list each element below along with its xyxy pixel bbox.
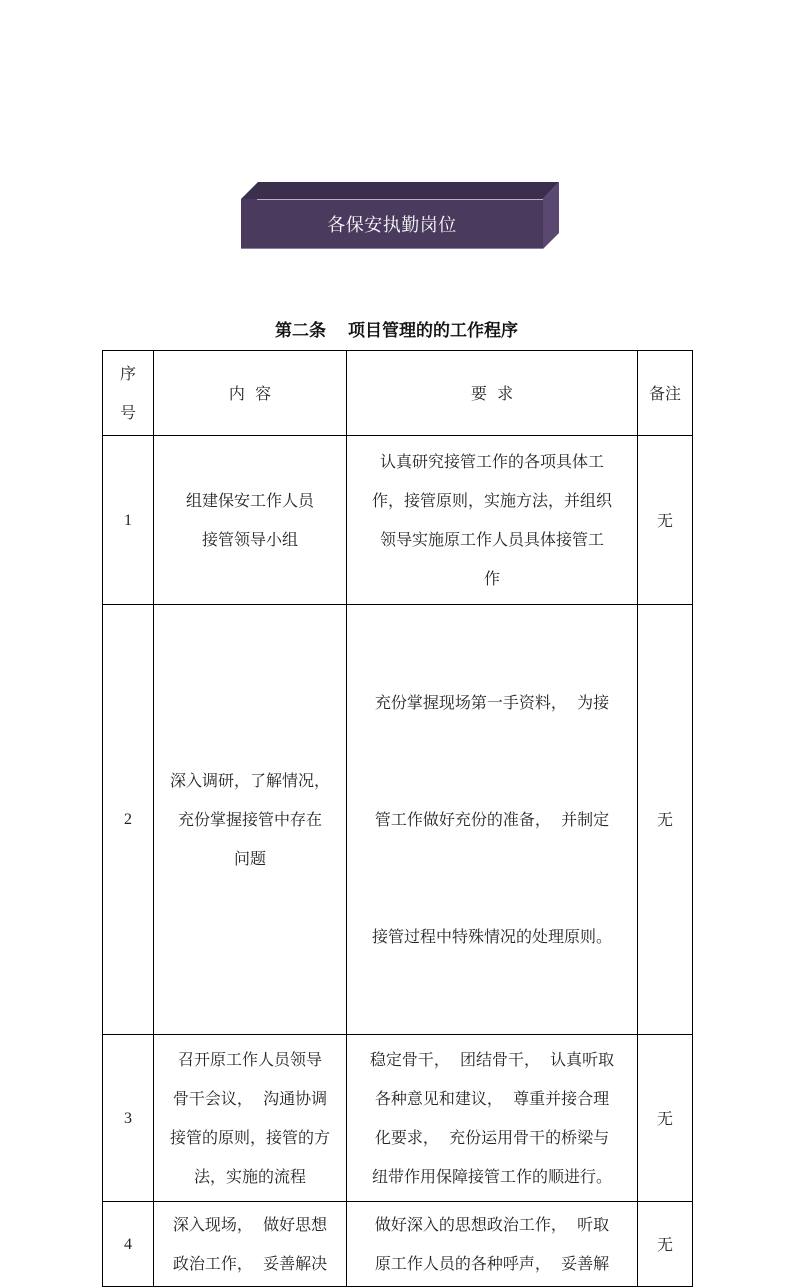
procedure-table <box>102 350 693 1287</box>
row-content: 组建保安工作人员 接管领导小组 <box>154 436 347 605</box>
header-requirement: 要 求 <box>347 351 638 436</box>
row-requirement: 稳定骨干， 团结骨干， 认真听取 各种意见和建议， 尊重并接合理 化要求， 充份运用骨干的桥梁与 纽带作用保障接管工作的顺进行。 <box>347 1035 638 1202</box>
banner-title: 各保安执勤岗位 <box>327 215 457 236</box>
header-seq: 序 号 <box>103 351 154 436</box>
row-seq: 1 <box>103 436 154 605</box>
row-remark: 无 <box>638 1035 693 1202</box>
section-heading <box>0 316 793 341</box>
row-requirement: 做好深入的思想政治工作， 听取 原工作人员的各种呼声， 妥善解 <box>347 1202 638 1287</box>
row-content: 深入现场， 做好思想 政治工作， 妥善解决 <box>154 1202 347 1287</box>
table-header-row <box>103 351 693 436</box>
header-remark: 备注 <box>638 351 693 436</box>
row-content: 深入调研，了解情况， 充份掌握接管中存在 问题 <box>154 605 347 1035</box>
section-banner <box>241 182 559 249</box>
row-requirement: 认真研究接管工作的各项具体工 作，接管原则，实施方法，并组织 领导实施原工作人员具体接管工 作 <box>347 436 638 605</box>
header-content: 内 容 <box>154 351 347 436</box>
row-seq: 4 <box>103 1202 154 1287</box>
row-seq: 2 <box>103 605 154 1035</box>
row-remark: 无 <box>638 1202 693 1287</box>
row-seq: 3 <box>103 1035 154 1202</box>
table-row <box>103 436 693 605</box>
table-row <box>103 1202 693 1287</box>
row-content: 召开原工作人员领导 骨干会议， 沟通协调 接管的原则，接管的方 法，实施的流程 <box>154 1035 347 1202</box>
table-row <box>103 605 693 1035</box>
article-number: 第二条 <box>275 321 326 341</box>
row-remark: 无 <box>638 605 693 1035</box>
row-requirement: 充份掌握现场第一手资料， 为接 管工作做好充份的准备， 并制定 接管过程中特殊情况的处理原则。 <box>347 605 638 1035</box>
table-row <box>103 1035 693 1202</box>
row-remark: 无 <box>638 436 693 605</box>
section-title-text: 项目管理的的工作程序 <box>348 321 518 341</box>
